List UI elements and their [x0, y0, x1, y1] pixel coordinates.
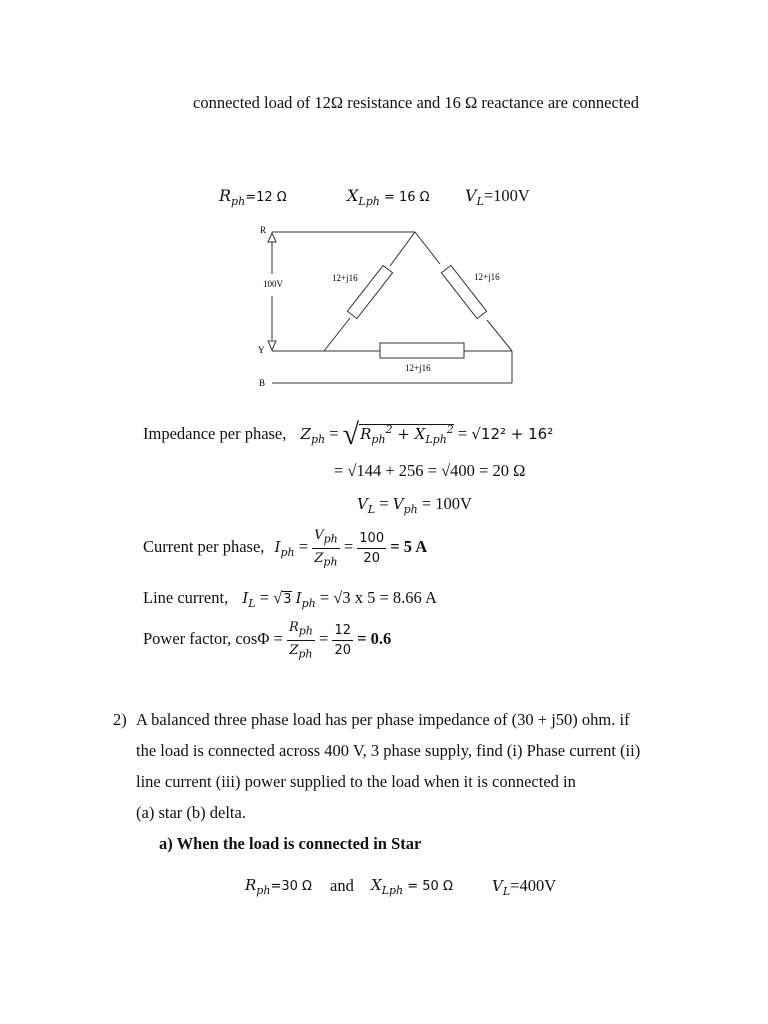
- z-left-label: 12+j16: [332, 273, 358, 283]
- node-b-label: B: [259, 378, 266, 388]
- q2-line3: line current (iii) power supplied to the load when it is connected in: [136, 772, 576, 791]
- voltage-label: 100V: [263, 279, 283, 289]
- node-y-label: Y: [258, 345, 265, 355]
- arrow-down-icon: [268, 341, 276, 350]
- q2-number: 2): [113, 710, 127, 729]
- q2-part-a: a) When the load is connected in Star: [159, 834, 422, 853]
- given2-xlph: $X_{Lph} = 50$ Ω: [371, 876, 453, 897]
- given-xlph: $X_{Lph} = 16$ Ω: [347, 186, 430, 209]
- current-per-phase: Current per phase, $I_{ph}$ = $\frac{V_{ph}}{Z_{ph}}$ = $\frac{100}{20}$ = 5 A: [143, 528, 428, 569]
- given-rph: $R_{ph}=12$ Ω: [219, 186, 287, 209]
- impedance-step2: = √144 + 256 = √400 = 20 Ω: [334, 461, 526, 480]
- power-factor: Power factor, cosΦ = $\frac{R_{ph}}{Z_{ph}}$ = $\frac{12}{20}$ = 0.6: [143, 620, 392, 661]
- q2-line1: A balanced three phase load has per phase impedance of (30 + j50) ohm. if: [136, 710, 630, 729]
- intro-line: connected load of 12Ω resistance and 16 Ω reactance are connected: [193, 93, 639, 112]
- q2-line2: the load is connected across 400 V, 3 phase supply, find (i) Phase current (ii): [136, 741, 641, 760]
- given2-rph: $R_{ph}=30$ Ω: [245, 876, 312, 897]
- voltage-equality: $V_L = V_{ph} = 100V$: [357, 494, 472, 516]
- impedance-line: Impedance per phase, $Z_{ph} = √R_{ph}^2 + X_{Lph}^2 = √12^2 + 16^2$: [143, 418, 554, 451]
- z-bottom-label: 12+j16: [405, 363, 431, 373]
- line-current: Line current, $I_L = √3$ $I_{ph} = √3$ x 5 = 8.66 A: [143, 588, 437, 610]
- delta-circuit-diagram: [250, 222, 530, 392]
- z-right-label: 12+j16: [474, 272, 500, 282]
- given2-and: and: [330, 876, 354, 895]
- arrow-up-icon: [268, 233, 276, 242]
- impedance-bottom: [380, 343, 464, 358]
- node-r-label: R: [260, 225, 267, 235]
- given-vl: $V_L=100V$: [465, 186, 530, 209]
- given2-vl: $V_L=400V$: [492, 876, 557, 898]
- q2-line4: (a) star (b) delta.: [136, 803, 246, 822]
